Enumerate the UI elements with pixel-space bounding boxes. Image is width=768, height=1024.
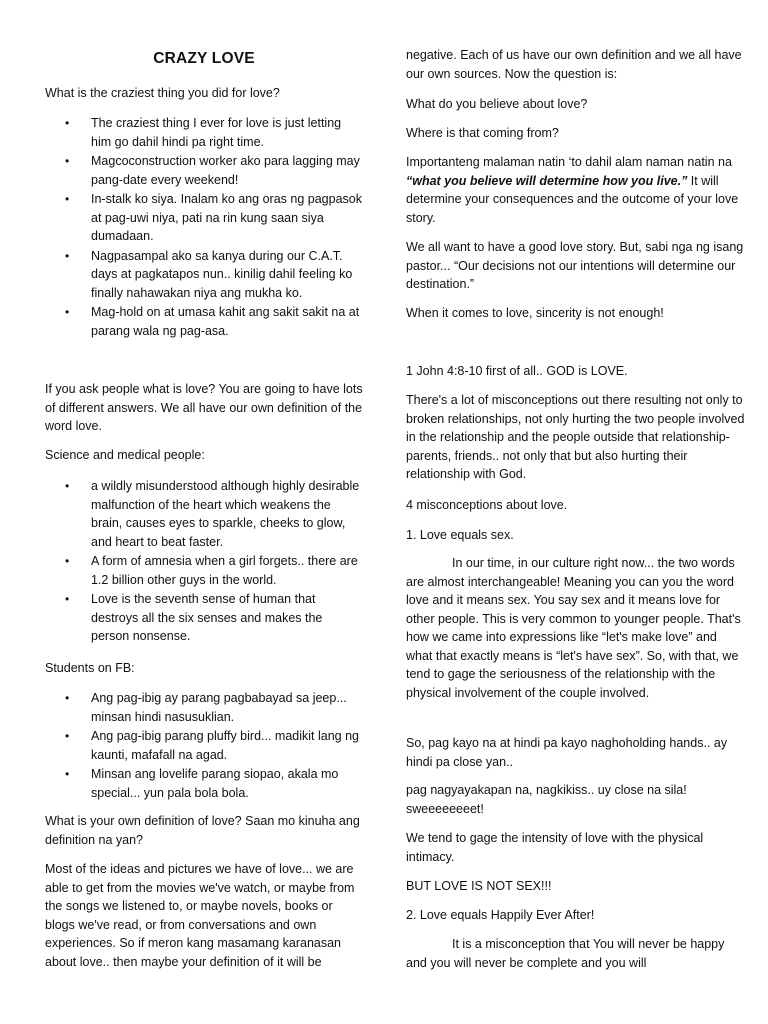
- list-item: • Love is the seventh sense of human that destroys all the six senses and makes the person nonsense.: [45, 590, 363, 646]
- misconception-1-heading: 1. Love equals sex.: [406, 528, 514, 542]
- not-sex-line: BUT LOVE IS NOT SEX!!!: [406, 879, 552, 893]
- science-definitions-list: [45, 477, 363, 647]
- list-item: • Ang pag-ibig parang pluffy bird... madikit lang ng kaunti, mafafall na agad.: [45, 727, 363, 764]
- question-source: Where is that coming from?: [406, 126, 559, 140]
- sex-paragraph: In our time, in our culture right now... the two words are almost interchangeable! Meaning you can you the word love and it means sex. You say sex and it means love for other people. This is very common to younger people. That's how we came into expressions like “let's make love” and what that exactly means is “let's have sex”. So, with that, we tend to gage the seriousness of the relationship with the physical involvement of the couple involved.: [406, 556, 741, 700]
- list-item: • The craziest thing I ever for love is just letting him go dahil hindi pa right time.: [45, 114, 363, 151]
- page-title: CRAZY LOVE: [153, 50, 255, 67]
- list-item: • a wildly misunderstood although highly desirable malfunction of the heart which weakens the brain, causes eyes to sparkle, cheeks to glow, and heart to beat faster.: [45, 477, 363, 551]
- science-heading: Science and medical people:: [45, 448, 205, 462]
- students-quotes-list: [45, 689, 363, 803]
- continuation-paragraph: negative. Each of us have our own definition and we all have our own sources. Now the question is:: [406, 48, 742, 81]
- emphasis-quote: “what you believe will determine how you live.”: [406, 173, 688, 188]
- happily-ever-after-paragraph: It is a misconception that You will never be happy and you will never be complete and you will: [406, 937, 725, 970]
- sincerity-line: When it comes to love, sincerity is not enough!: [406, 306, 664, 320]
- importance-paragraph: [406, 153, 746, 227]
- list-item: • Minsan ang lovelife parang siopao, akala mo special... yun pala bola bola.: [45, 765, 363, 802]
- misconception-2-heading: 2. Love equals Happily Ever After!: [406, 908, 595, 922]
- importance-text-start: Importanteng malaman natin ‘to dahil alam naman natin na: [406, 155, 732, 169]
- question-own-definition: What is your own definition of love? Saan mo kinuha ang definition na yan?: [45, 814, 360, 847]
- question-believe: What do you believe about love?: [406, 97, 588, 111]
- question-craziest: What is the craziest thing you did for love?: [45, 86, 280, 100]
- ideas-paragraph: Most of the ideas and pictures we have of love... we are able to get from the movies we've watch, or maybe from the songs we listened to, or maybe novels, books or blogs we've read, or from conversations and own experiences. So if meron kang masamang karanasan about love.. then maybe your definition of it will be: [45, 862, 355, 969]
- definition-paragraph: If you ask people what is love? You are going to have lots of different answers. We all have our own definition of the word love.: [45, 382, 363, 433]
- close-paragraph: pag nagyayakapan na, nagkikiss.. uy close na sila! sweeeeeeeet!: [406, 783, 687, 816]
- list-item: • Magcoconstruction worker ako para lagging may pang-date every weekend!: [45, 152, 363, 189]
- list-item: • Nagpasampal ako sa kanya during our C.A.T. days at pagkatapos nun.. kinilig dahil feeling ko finally nahawakan niya ang mukha ko.: [45, 247, 363, 303]
- students-heading: Students on FB:: [45, 661, 135, 675]
- importance-text-end: It will determine your consequences and the outcome of your love story.: [406, 173, 739, 225]
- holding-hands-paragraph: So, pag kayo na at hindi pa kayo naghoholding hands.. ay hindi pa close yan..: [406, 736, 728, 769]
- list-item: • In-stalk ko siya. Inalam ko ang oras ng pagpasok at pag-uwi niya, pati na rin kung saan siya dumadaan.: [45, 190, 363, 246]
- craziest-things-list: [45, 114, 363, 341]
- love-story-paragraph: We all want to have a good love story. But, sabi nga ng isang pastor... “Our decisions not our intentions will determine our destination.”: [406, 240, 744, 291]
- misconceptions-paragraph: There's a lot of misconceptions out there resulting not only to broken relationships, not only hurting the two people involved in the relationship and the people outside that relationship- parents, friends.. not only that but also hurting their relationship with God.: [406, 393, 745, 481]
- list-item: • Mag-hold on at umasa kahit ang sakit sakit na at parang wala ng pag-asa.: [45, 303, 363, 340]
- scripture-line: 1 John 4:8-10 first of all.. GOD is LOVE.: [406, 364, 628, 378]
- list-item: • Ang pag-ibig ay parang pagbabayad sa jeep... minsan hindi nasusuklian.: [45, 689, 363, 726]
- intimacy-paragraph: We tend to gage the intensity of love with the physical intimacy.: [406, 831, 704, 864]
- misconceptions-heading: 4 misconceptions about love.: [406, 498, 568, 512]
- list-item: • A form of amnesia when a girl forgets.. there are 1.2 billion other guys in the world.: [45, 552, 363, 589]
